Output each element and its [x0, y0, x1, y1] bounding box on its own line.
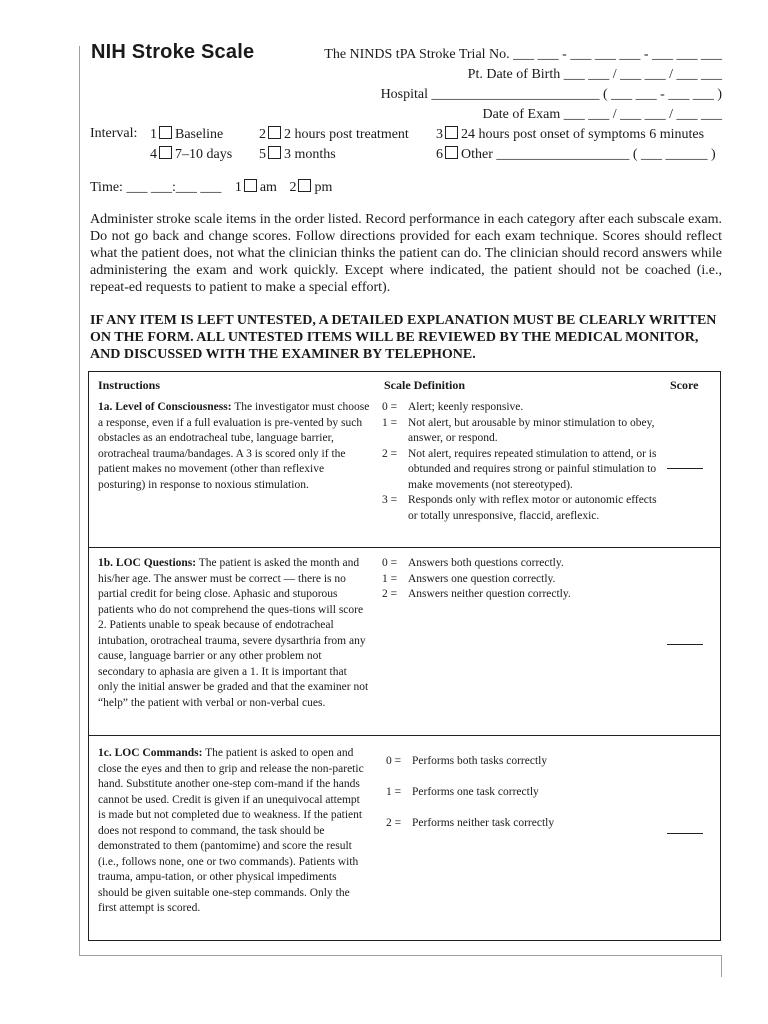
pm-checkbox[interactable] — [298, 179, 311, 192]
page-corner-rule — [721, 955, 722, 977]
untested-item-warning: IF ANY ITEM IS LEFT UNTESTED, A DETAILED EXPLANATION MUST BE CLEARLY WRITTEN ON THE FORM. ALL UNTESTED ITEMS WILL BE REVIEWED BY THE MEDICAL MONITOR, AND DISCUSSED WITH THE EXAMINER BY TELEPHONE. — [90, 313, 717, 362]
scale-option: 1 = Performs one task correctly — [386, 786, 539, 798]
checkbox[interactable] — [268, 126, 281, 139]
checkbox[interactable] — [159, 146, 172, 159]
interval-option-7-10-days[interactable]: 4 7–10 days — [150, 147, 233, 162]
scale-option: 0 = Alert; keenly responsive. — [382, 401, 524, 413]
hospital-field[interactable]: Hospital ________________________ ( ___ ___ - ___ ___ ) — [380, 87, 722, 102]
am-checkbox[interactable] — [244, 179, 257, 192]
interval-label: Interval: — [90, 126, 138, 141]
score-entry-field[interactable] — [667, 644, 703, 645]
scale-option: 0 = Performs both tasks correctly — [386, 755, 548, 767]
column-header-instructions: Instructions — [98, 378, 161, 392]
interval-option-baseline[interactable]: 1 Baseline — [150, 127, 224, 142]
scale-option: 3 = Responds only with reflex motor or autonomic effects or totally unresponsive, flaccid, areflexic. — [382, 494, 657, 522]
interval-option-3-months[interactable]: 5 3 months — [259, 147, 336, 162]
score-entry-field[interactable] — [667, 468, 703, 469]
item-instructions: 1c. LOC Commands: The patient is asked to open and close the eyes and then to grip and release the non-paretic hand. Substitute another one-step com-mand if the hands cannot be used. Credit is given if an unequivocal attempt is made but not completed due to weakness. If the patient does not respond to command, the task should be demonstrated to them (pantomime) and score the result (i.e., follows none, one or two commands). Patients with trauma, ampu-tation, or other physical impediments should be given suitable one-step commands. Only the first attempt is scored. — [98, 747, 364, 914]
scale-definitions — [382, 400, 662, 524]
scale-option: 2 = Performs neither task correctly — [386, 817, 555, 829]
checkbox[interactable] — [268, 146, 281, 159]
scale-option: 1 = Answers one question correctly. — [382, 572, 556, 585]
scale-definitions — [382, 556, 662, 603]
time-field[interactable]: Time: ___ ___:___ ___ 1 am 2 pm — [90, 180, 333, 195]
scale-option: 0 = Answers both questions correctly. — [382, 557, 564, 569]
table-row — [89, 735, 720, 940]
date-of-birth-field[interactable]: Pt. Date of Birth ___ ___ / ___ ___ / ___ ___ — [467, 67, 722, 82]
scale-option: 2 = Answers neither question correctly. — [382, 588, 571, 600]
trial-number-field[interactable]: The NINDS tPA Stroke Trial No. ___ ___ - ___ ___ ___ - ___ ___ ___ — [324, 47, 722, 62]
instructions-paragraph: Administer stroke scale items in the order listed. Record performance in each category after each subscale exam. Do not go back and change scores. Follow directions provided for each exam technique. Scores should reflect what the patient does, not what the clinician thinks the patient can do. The clinician should record answers while administering the exam and work quickly. Except where indicated, the patient should not be coached (i.e., repeat-ed requests to patient to make a special effort). — [90, 212, 722, 295]
column-header-scale-definition: Scale Definition — [384, 378, 465, 392]
checkbox[interactable] — [445, 146, 458, 159]
page-margin-rule — [79, 46, 80, 955]
interval-option-24-hours[interactable]: 3 24 hours post onset of symptoms 6 minutes — [436, 127, 705, 142]
table-row — [89, 394, 720, 547]
scale-definitions — [386, 746, 666, 839]
form-title: NIH Stroke Scale — [91, 41, 255, 63]
scale-option: 2 = Not alert, requires repeated stimulation to attend, or is obtunded and requires strong or painful stimulation to make movements (not stereotyped). — [382, 447, 657, 491]
table-row — [89, 547, 720, 735]
page-bottom-rule — [79, 955, 722, 956]
item-instructions: 1a. Level of Consciousness: The investigator must choose a response, even if a full evaluation is pre-vented by such obstacles as an endotracheal tube, language barrier, orotracheal trauma/bandages. A 3 is scored only if the patient makes no movement (other than reflexive posturing) in response to noxious stimulation. — [98, 401, 370, 491]
interval-option-2-hours[interactable]: 2 2 hours post treatment — [259, 127, 409, 142]
scale-option: 1 = Not alert, but arousable by minor stimulation to obey, answer, or respond. — [382, 416, 655, 444]
scale-table — [88, 371, 721, 941]
exam-date-field[interactable]: Date of Exam ___ ___ / ___ ___ / ___ ___ — [482, 107, 722, 122]
checkbox[interactable] — [445, 126, 458, 139]
checkbox[interactable] — [159, 126, 172, 139]
column-header-score: Score — [670, 378, 699, 392]
interval-option-other[interactable]: 6 Other ___________________ ( ___ ______ ) — [436, 147, 716, 162]
item-instructions: 1b. LOC Questions: The patient is asked the month and his/her age. The answer must be correct — there is no partial credit for being close. Aphasic and stuporous patients who do not comprehend the ques-tions will score 2. Patients unable to speak because of endotracheal intubation, orotracheal trauma, severe dysarthria from any cause, language barrier or any other problem not secondary to aphasia are given a 1. It is important that only the initial answer be graded and that the examiner not “help” the patient with verbal or non-verbal cues. — [98, 557, 369, 709]
score-entry-field[interactable] — [667, 833, 703, 834]
